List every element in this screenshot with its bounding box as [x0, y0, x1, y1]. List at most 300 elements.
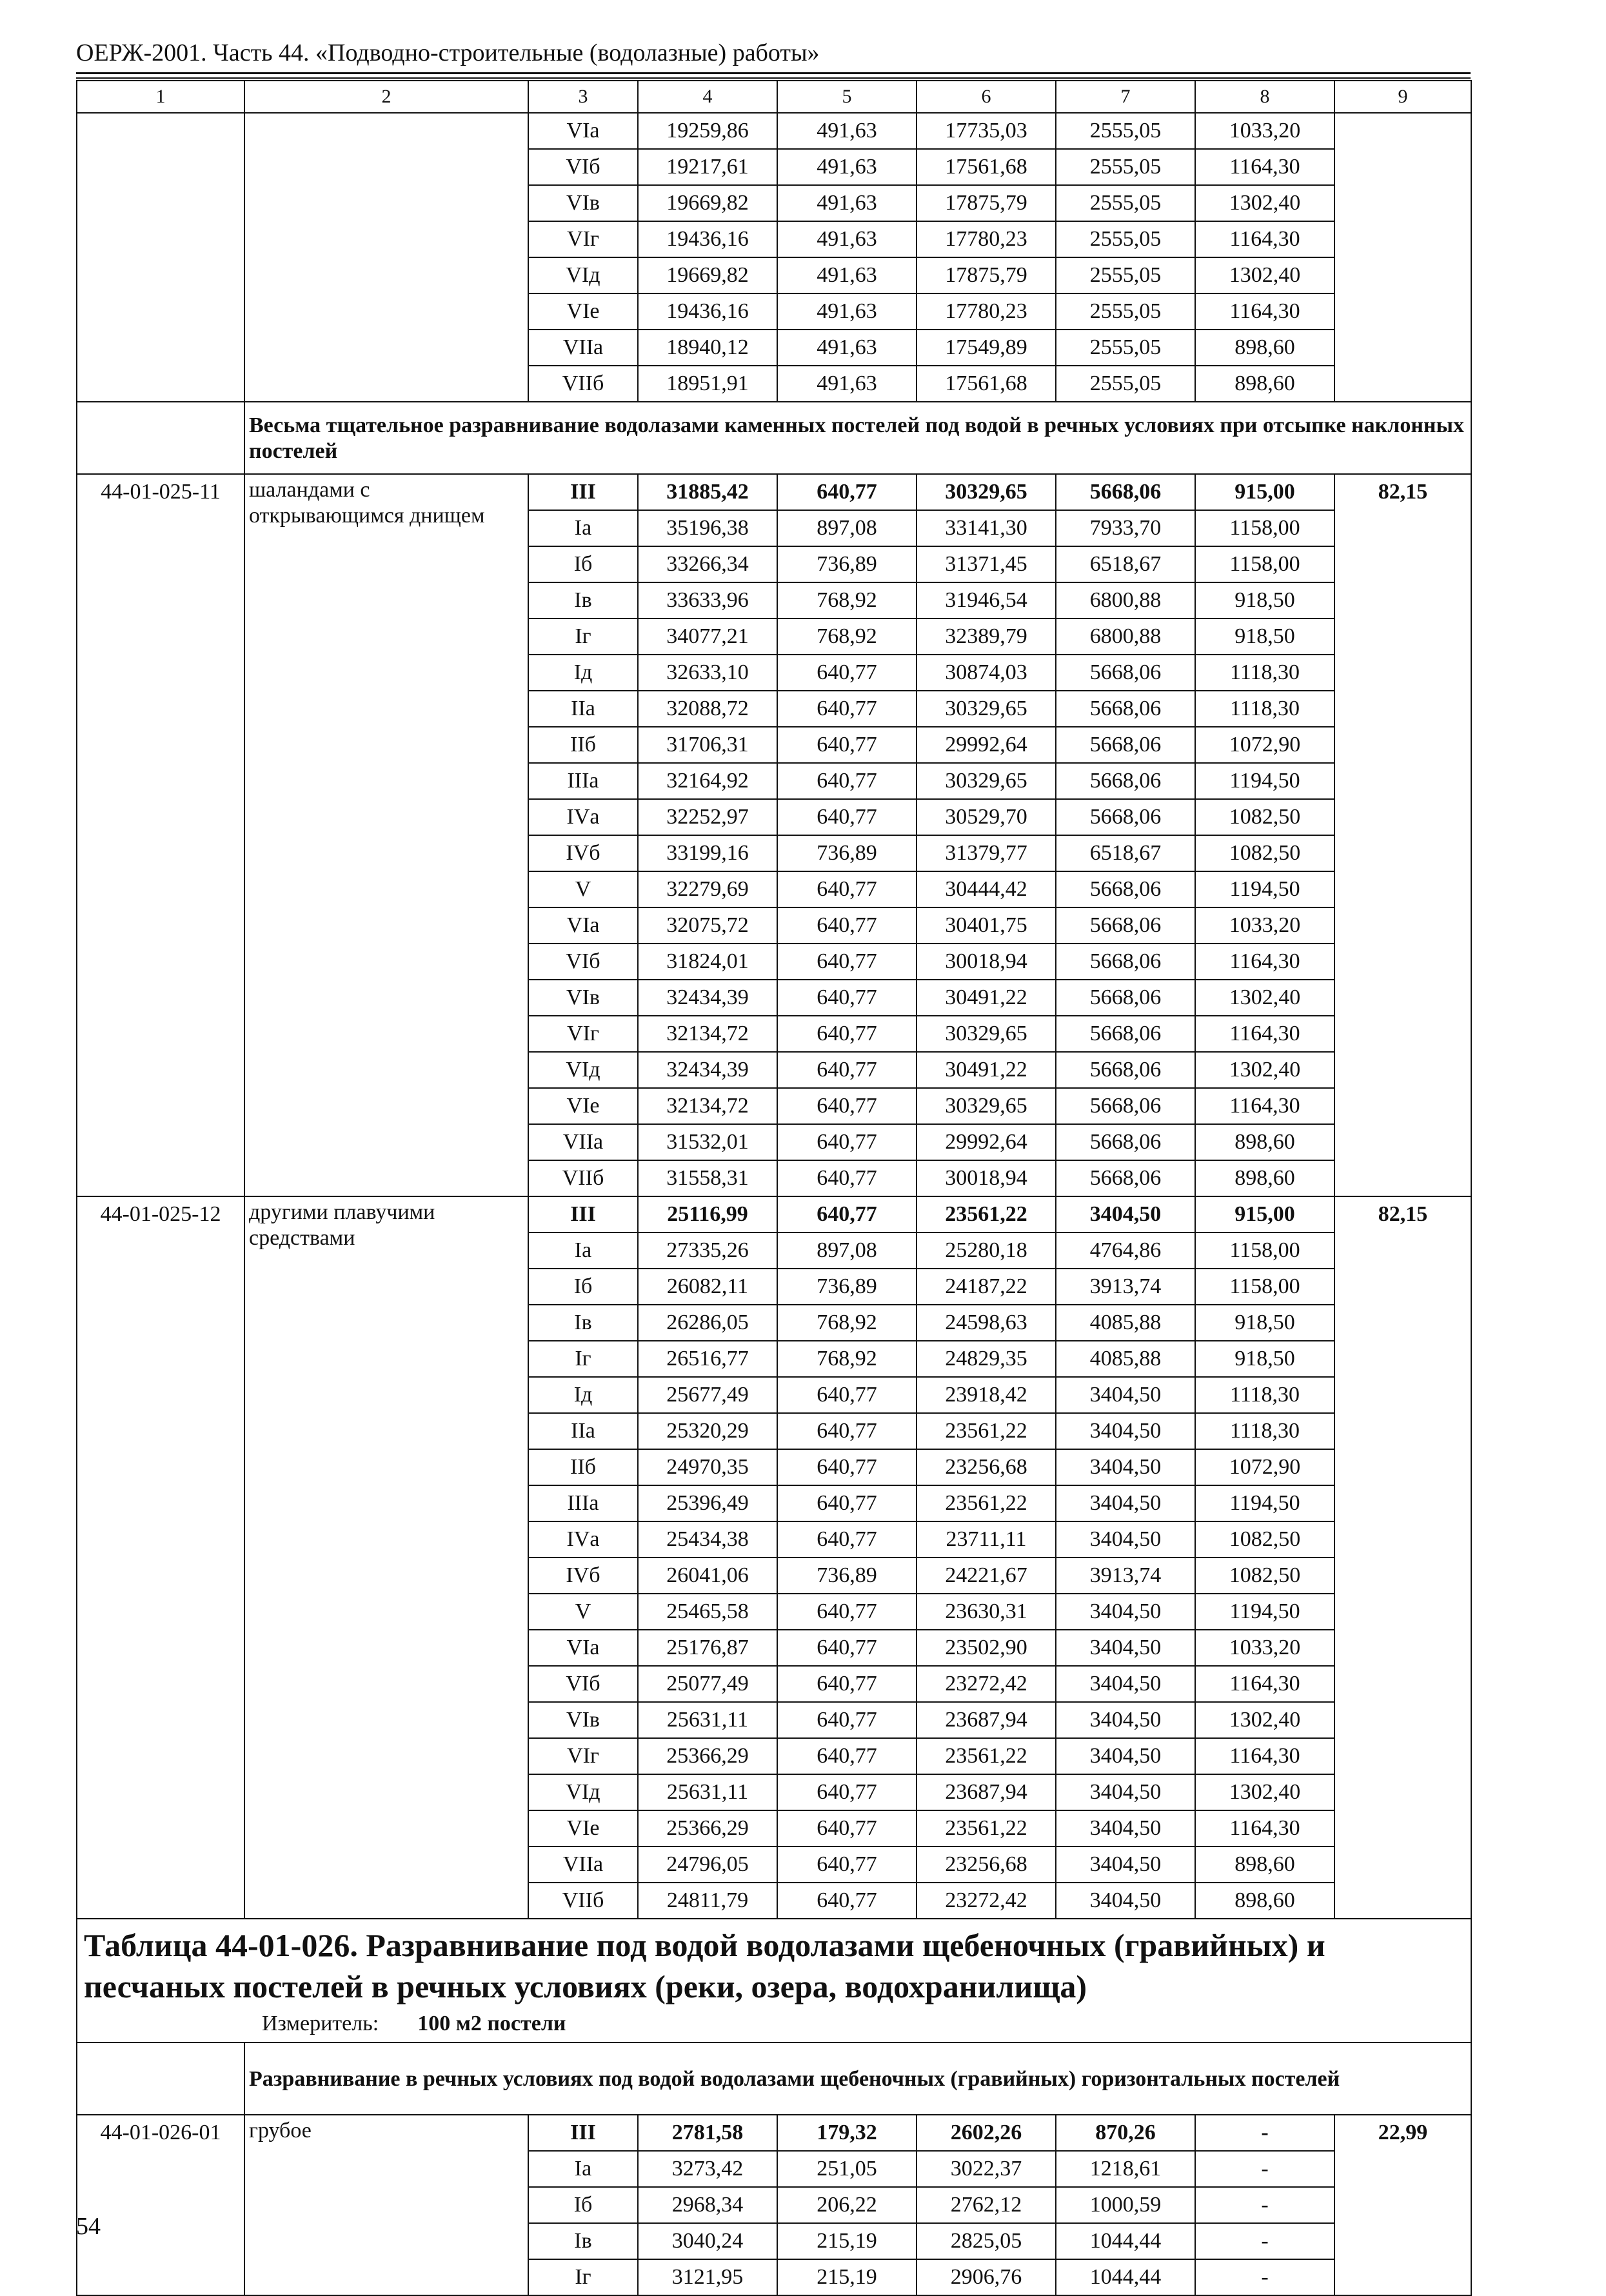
rate-code: 44-01-026-01 [77, 2115, 244, 2295]
value-cell: 25631,11 [638, 1774, 777, 1810]
value-cell: 3404,50 [1056, 1666, 1195, 1702]
value-cell: 640,77 [777, 1449, 917, 1485]
column-number: 6 [917, 81, 1056, 113]
zone-cell: VIд [528, 1052, 638, 1088]
zone-cell: VIд [528, 1774, 638, 1810]
value-cell: 32252,97 [638, 799, 777, 835]
value-cell: 23561,22 [917, 1196, 1056, 1232]
zone-cell: Iа [528, 2151, 638, 2187]
value-cell: 30329,65 [917, 763, 1056, 799]
value-cell: 1302,40 [1195, 185, 1334, 221]
value-cell: 491,63 [777, 366, 917, 402]
value-cell: 32434,39 [638, 980, 777, 1016]
value-cell: 17875,79 [917, 257, 1056, 293]
value-cell: 6518,67 [1056, 546, 1195, 582]
value-cell: 5668,06 [1056, 763, 1195, 799]
value-cell: 31558,31 [638, 1160, 777, 1196]
value-cell: 2555,05 [1056, 113, 1195, 149]
value-cell: 2762,12 [917, 2187, 1056, 2223]
value-cell: 915,00 [1195, 474, 1334, 510]
table-row [77, 1196, 1471, 1232]
value-cell: 2602,26 [917, 2115, 1056, 2151]
value-cell: 640,77 [777, 907, 917, 944]
value-cell: 19217,61 [638, 149, 777, 185]
value-cell: 898,60 [1195, 366, 1334, 402]
zone-cell: Iб [528, 1269, 638, 1305]
value-cell: 640,77 [777, 1124, 917, 1160]
section-row [77, 402, 1471, 474]
column-number: 2 [244, 81, 528, 113]
zone-cell: III [528, 1196, 638, 1232]
zone-cell: VIа [528, 1630, 638, 1666]
value-cell: 179,32 [777, 2115, 917, 2151]
zone-cell: VIIб [528, 1883, 638, 1919]
zone-cell: VIв [528, 185, 638, 221]
price-table [76, 80, 1472, 2296]
zone-cell: VIIб [528, 366, 638, 402]
value-cell: 5668,06 [1056, 1124, 1195, 1160]
value-cell: 640,77 [777, 871, 917, 907]
value-cell: 3040,24 [638, 2223, 777, 2259]
value-cell: 5668,06 [1056, 980, 1195, 1016]
value-cell: 26286,05 [638, 1305, 777, 1341]
value-cell: 32134,72 [638, 1016, 777, 1052]
value-cell: 17561,68 [917, 366, 1056, 402]
zone-cell: IIб [528, 1449, 638, 1485]
value-cell: 640,77 [777, 1702, 917, 1738]
value-cell: 640,77 [777, 1521, 917, 1558]
value-cell: 768,92 [777, 1305, 917, 1341]
value-cell: - [1195, 2187, 1334, 2223]
value-cell: 640,77 [777, 799, 917, 835]
value-cell: 897,08 [777, 510, 917, 546]
value-cell: - [1195, 2115, 1334, 2151]
value-cell: 23561,22 [917, 1485, 1056, 1521]
value-cell: 640,77 [777, 1810, 917, 1846]
value-cell: 25366,29 [638, 1810, 777, 1846]
value-cell: 640,77 [777, 1413, 917, 1449]
value-cell: 640,77 [777, 1016, 917, 1052]
value-cell: 31885,42 [638, 474, 777, 510]
zone-cell: V [528, 871, 638, 907]
value-cell: 3404,50 [1056, 1774, 1195, 1810]
value-cell: 640,77 [777, 1738, 917, 1774]
zone-cell: VIв [528, 980, 638, 1016]
value-cell: 640,77 [777, 1196, 917, 1232]
value-cell: 768,92 [777, 582, 917, 619]
value-cell: 3913,74 [1056, 1269, 1195, 1305]
value-cell: 30329,65 [917, 691, 1056, 727]
value-cell: 26082,11 [638, 1269, 777, 1305]
value-cell: 31371,45 [917, 546, 1056, 582]
zone-cell: IVа [528, 799, 638, 835]
value-cell: 1164,30 [1195, 1666, 1334, 1702]
value-cell: 23561,22 [917, 1738, 1056, 1774]
value-cell: 491,63 [777, 149, 917, 185]
value-cell: 5668,06 [1056, 944, 1195, 980]
zone-cell: IVа [528, 1521, 638, 1558]
value-cell: 1033,20 [1195, 907, 1334, 944]
column-number: 3 [528, 81, 638, 113]
rate-code: 44-01-025-12 [77, 1196, 244, 1919]
value-cell: 30018,94 [917, 944, 1056, 980]
value-cell: 640,77 [777, 1377, 917, 1413]
work-description: грубое [244, 2115, 528, 2295]
value-cell: 1194,50 [1195, 871, 1334, 907]
value-cell: 1302,40 [1195, 257, 1334, 293]
value-cell: 898,60 [1195, 1124, 1334, 1160]
value-cell: 5668,06 [1056, 691, 1195, 727]
value-cell: 26516,77 [638, 1341, 777, 1377]
value-cell: 5668,06 [1056, 871, 1195, 907]
value-cell: 768,92 [777, 619, 917, 655]
value-cell: 32134,72 [638, 1088, 777, 1124]
value-cell: 32164,92 [638, 763, 777, 799]
meter-label: Измеритель: [262, 2012, 379, 2035]
zone-cell: VIIа [528, 1846, 638, 1883]
value-cell: 898,60 [1195, 1883, 1334, 1919]
value-cell: 491,63 [777, 257, 917, 293]
value-cell: 1302,40 [1195, 1702, 1334, 1738]
value-cell: 34077,21 [638, 619, 777, 655]
zone-cell: Iб [528, 2187, 638, 2223]
value-cell: 5668,06 [1056, 655, 1195, 691]
value-cell: 25280,18 [917, 1232, 1056, 1269]
value-cell: 2555,05 [1056, 330, 1195, 366]
column-number-row [77, 81, 1471, 113]
value-cell: 1194,50 [1195, 763, 1334, 799]
value-cell: 33199,16 [638, 835, 777, 871]
value-cell: 32279,69 [638, 871, 777, 907]
value-cell: 897,08 [777, 1232, 917, 1269]
value-cell: 1082,50 [1195, 835, 1334, 871]
value-cell: 736,89 [777, 1269, 917, 1305]
value-cell: 2906,76 [917, 2259, 1056, 2295]
value-cell: 5668,06 [1056, 1088, 1195, 1124]
value-cell: 1302,40 [1195, 1052, 1334, 1088]
value-cell: 5668,06 [1056, 799, 1195, 835]
zone-cell: Iб [528, 546, 638, 582]
value-cell: 24811,79 [638, 1883, 777, 1919]
value-cell: 29992,64 [917, 727, 1056, 763]
value-cell: 1164,30 [1195, 149, 1334, 185]
value-cell: 3404,50 [1056, 1449, 1195, 1485]
value-cell: 3404,50 [1056, 1485, 1195, 1521]
value-cell: 25396,49 [638, 1485, 777, 1521]
zone-cell: Iв [528, 1305, 638, 1341]
zone-cell: IIа [528, 1413, 638, 1449]
value-cell: 17561,68 [917, 149, 1056, 185]
value-cell: 31379,77 [917, 835, 1056, 871]
value-cell: 31532,01 [638, 1124, 777, 1160]
zone-cell: Iд [528, 655, 638, 691]
value-cell: 25176,87 [638, 1630, 777, 1666]
value-cell: 17780,23 [917, 221, 1056, 257]
value-cell: 640,77 [777, 655, 917, 691]
value-cell: 2825,05 [917, 2223, 1056, 2259]
value-cell: 1164,30 [1195, 944, 1334, 980]
value-cell: 27335,26 [638, 1232, 777, 1269]
zone-cell: Iг [528, 2259, 638, 2295]
value-cell: 1158,00 [1195, 1269, 1334, 1305]
zone-cell: VIе [528, 1088, 638, 1124]
value-cell: 3404,50 [1056, 1883, 1195, 1919]
value-cell: 17780,23 [917, 293, 1056, 330]
column-number: 7 [1056, 81, 1195, 113]
section-row [77, 2043, 1471, 2115]
value-cell: 1164,30 [1195, 1088, 1334, 1124]
value-cell: 23561,22 [917, 1810, 1056, 1846]
header-rule [76, 72, 1471, 74]
value-cell: 491,63 [777, 293, 917, 330]
value-cell: 30329,65 [917, 1088, 1056, 1124]
zone-cell: VIг [528, 221, 638, 257]
value-cell: 1044,44 [1056, 2223, 1195, 2259]
value-cell: 25116,99 [638, 1196, 777, 1232]
value-cell: 1118,30 [1195, 1413, 1334, 1449]
value-cell: 30491,22 [917, 980, 1056, 1016]
value-cell: 2555,05 [1056, 293, 1195, 330]
value-cell: 32389,79 [917, 619, 1056, 655]
value-cell: 736,89 [777, 835, 917, 871]
zone-cell: VIе [528, 1810, 638, 1846]
zone-cell: IVб [528, 1558, 638, 1594]
value-cell: 3404,50 [1056, 1810, 1195, 1846]
labor-cost [1334, 113, 1471, 402]
value-cell: 1302,40 [1195, 980, 1334, 1016]
value-cell: 24598,63 [917, 1305, 1056, 1341]
value-cell: 5668,06 [1056, 1160, 1195, 1196]
value-cell: 23711,11 [917, 1521, 1056, 1558]
value-cell: 5668,06 [1056, 1052, 1195, 1088]
section-blank [77, 402, 244, 474]
value-cell: 1082,50 [1195, 799, 1334, 835]
value-cell: 640,77 [777, 1883, 917, 1919]
zone-cell: VIд [528, 257, 638, 293]
table-title [77, 1919, 1471, 2043]
value-cell: 1164,30 [1195, 1016, 1334, 1052]
value-cell: 33633,96 [638, 582, 777, 619]
value-cell: 491,63 [777, 330, 917, 366]
value-cell: 1033,20 [1195, 113, 1334, 149]
value-cell: 3404,50 [1056, 1594, 1195, 1630]
value-cell: 35196,38 [638, 510, 777, 546]
value-cell: 2555,05 [1056, 257, 1195, 293]
zone-cell: Iа [528, 510, 638, 546]
section-heading: Разравнивание в речных условиях под водой водолазами щебеночных (гравийных) горизонтальных постелей [244, 2043, 1471, 2115]
value-cell: 1164,30 [1195, 1738, 1334, 1774]
value-cell: 5668,06 [1056, 474, 1195, 510]
zone-cell: IIIа [528, 763, 638, 799]
value-cell: - [1195, 2259, 1334, 2295]
value-cell: 25465,58 [638, 1594, 777, 1630]
value-cell: 23272,42 [917, 1883, 1056, 1919]
value-cell: 19259,86 [638, 113, 777, 149]
value-cell: 3404,50 [1056, 1413, 1195, 1449]
value-cell: 25077,49 [638, 1666, 777, 1702]
value-cell: 3404,50 [1056, 1630, 1195, 1666]
value-cell: 2555,05 [1056, 185, 1195, 221]
value-cell: 1164,30 [1195, 221, 1334, 257]
value-cell: 33266,34 [638, 546, 777, 582]
value-cell: 736,89 [777, 1558, 917, 1594]
value-cell: 6518,67 [1056, 835, 1195, 871]
value-cell: 2555,05 [1056, 366, 1195, 402]
value-cell: 3404,50 [1056, 1196, 1195, 1232]
value-cell: 23630,31 [917, 1594, 1056, 1630]
value-cell: 640,77 [777, 1160, 917, 1196]
zone-cell: VIIа [528, 1124, 638, 1160]
value-cell: 1194,50 [1195, 1485, 1334, 1521]
value-cell: 18951,91 [638, 366, 777, 402]
zone-cell: IVб [528, 835, 638, 871]
value-cell: 1000,59 [1056, 2187, 1195, 2223]
value-cell: 6800,88 [1056, 582, 1195, 619]
value-cell: 640,77 [777, 944, 917, 980]
value-cell: 19436,16 [638, 221, 777, 257]
value-cell: 768,92 [777, 1341, 917, 1377]
value-cell: 640,77 [777, 1052, 917, 1088]
value-cell: 7933,70 [1056, 510, 1195, 546]
work-description: другими плавучими средствами [244, 1196, 528, 1919]
value-cell: 5668,06 [1056, 907, 1195, 944]
zone-cell: Iд [528, 1377, 638, 1413]
value-cell: 640,77 [777, 1594, 917, 1630]
value-cell: 3273,42 [638, 2151, 777, 2187]
work-description: шаландами с открывающимся днищем [244, 474, 528, 1196]
zone-cell: VIе [528, 293, 638, 330]
value-cell: 1072,90 [1195, 727, 1334, 763]
value-cell: 1164,30 [1195, 1810, 1334, 1846]
value-cell: 3404,50 [1056, 1738, 1195, 1774]
table-row [77, 113, 1471, 149]
value-cell: 33141,30 [917, 510, 1056, 546]
value-cell: 32633,10 [638, 655, 777, 691]
value-cell: 736,89 [777, 546, 917, 582]
value-cell: 24796,05 [638, 1846, 777, 1883]
value-cell: 17735,03 [917, 113, 1056, 149]
value-cell: 1118,30 [1195, 655, 1334, 691]
value-cell: 1118,30 [1195, 1377, 1334, 1413]
value-cell: 31946,54 [917, 582, 1056, 619]
value-cell: 31824,01 [638, 944, 777, 980]
zone-cell: III [528, 474, 638, 510]
value-cell: 898,60 [1195, 1846, 1334, 1883]
value-cell: 25631,11 [638, 1702, 777, 1738]
column-number: 8 [1195, 81, 1334, 113]
value-cell: 23687,94 [917, 1774, 1056, 1810]
value-cell: 640,77 [777, 1666, 917, 1702]
meter-line [262, 2010, 1467, 2038]
table-row [77, 2115, 1471, 2151]
value-cell: 1158,00 [1195, 546, 1334, 582]
value-cell: 31706,31 [638, 727, 777, 763]
value-cell: 30018,94 [917, 1160, 1056, 1196]
value-cell: 1118,30 [1195, 691, 1334, 727]
value-cell: 2968,34 [638, 2187, 777, 2223]
zone-cell: Iв [528, 582, 638, 619]
value-cell: 640,77 [777, 1485, 917, 1521]
zone-cell: III [528, 2115, 638, 2151]
labor-cost: 82,15 [1334, 474, 1471, 1196]
header-rule-secondary [76, 77, 1471, 79]
zone-cell: VIIа [528, 330, 638, 366]
value-cell: 640,77 [777, 691, 917, 727]
zone-cell: VIб [528, 1666, 638, 1702]
value-cell: 2555,05 [1056, 221, 1195, 257]
value-cell: 1194,50 [1195, 1594, 1334, 1630]
value-cell: 23256,68 [917, 1449, 1056, 1485]
value-cell: 4085,88 [1056, 1305, 1195, 1341]
value-cell: 3404,50 [1056, 1521, 1195, 1558]
column-number: 1 [77, 81, 244, 113]
zone-cell: VIб [528, 149, 638, 185]
value-cell: 1218,61 [1056, 2151, 1195, 2187]
value-cell: 24829,35 [917, 1341, 1056, 1377]
value-cell: 3913,74 [1056, 1558, 1195, 1594]
zone-cell: VIа [528, 113, 638, 149]
zone-cell: IIа [528, 691, 638, 727]
value-cell: 30401,75 [917, 907, 1056, 944]
value-cell: 640,77 [777, 1088, 917, 1124]
value-cell: 491,63 [777, 185, 917, 221]
value-cell: 918,50 [1195, 582, 1334, 619]
value-cell: 30329,65 [917, 474, 1056, 510]
value-cell: 24187,22 [917, 1269, 1056, 1305]
value-cell: 5668,06 [1056, 1016, 1195, 1052]
value-cell: 23272,42 [917, 1666, 1056, 1702]
value-cell: 23561,22 [917, 1413, 1056, 1449]
value-cell: 25366,29 [638, 1738, 777, 1774]
zone-cell: VIб [528, 944, 638, 980]
value-cell: 1158,00 [1195, 1232, 1334, 1269]
rate-code [77, 113, 244, 402]
value-cell: 25320,29 [638, 1413, 777, 1449]
value-cell: 215,19 [777, 2259, 917, 2295]
meter-value: 100 м2 постели [417, 2012, 566, 2035]
value-cell: 17875,79 [917, 185, 1056, 221]
value-cell: 206,22 [777, 2187, 917, 2223]
value-cell: 5668,06 [1056, 727, 1195, 763]
value-cell: 4085,88 [1056, 1341, 1195, 1377]
value-cell: 915,00 [1195, 1196, 1334, 1232]
value-cell: 4764,86 [1056, 1232, 1195, 1269]
value-cell: 918,50 [1195, 1341, 1334, 1377]
value-cell: 19669,82 [638, 185, 777, 221]
section-blank [77, 2043, 244, 2115]
table-title-row [77, 1919, 1471, 2043]
value-cell: 2555,05 [1056, 149, 1195, 185]
rate-code: 44-01-025-11 [77, 474, 244, 1196]
value-cell: 918,50 [1195, 1305, 1334, 1341]
zone-cell: VIа [528, 907, 638, 944]
column-number: 5 [777, 81, 917, 113]
value-cell: 25677,49 [638, 1377, 777, 1413]
value-cell: 3022,37 [917, 2151, 1056, 2187]
value-cell: 32088,72 [638, 691, 777, 727]
zone-cell: VIг [528, 1738, 638, 1774]
zone-cell: Iа [528, 1232, 638, 1269]
value-cell: 24221,67 [917, 1558, 1056, 1594]
zone-cell: V [528, 1594, 638, 1630]
work-description [244, 113, 528, 402]
value-cell: 640,77 [777, 727, 917, 763]
zone-cell: IIIа [528, 1485, 638, 1521]
value-cell: 640,77 [777, 474, 917, 510]
value-cell: 23687,94 [917, 1702, 1056, 1738]
value-cell: - [1195, 2223, 1334, 2259]
value-cell: 1082,50 [1195, 1558, 1334, 1594]
